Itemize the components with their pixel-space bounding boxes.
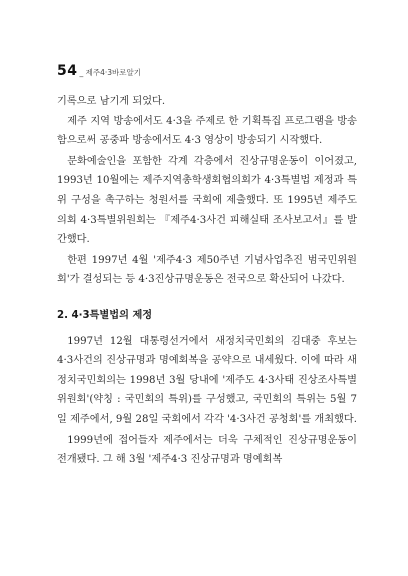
paragraph: 기록으로 남기게 되었다.: [57, 96, 166, 107]
book-title: _ 제주4·3바로알기: [79, 68, 142, 77]
body-text: [57, 92, 357, 470]
paragraph: 1999년에 접어들자 제주에서는 더욱 구체적인 진상규명운동이 전개됐다. 그 해 3월 '제주4·3 진상규명과 명예회복: [57, 434, 357, 466]
paragraph: 1997년 12월 대통령선거에서 새정치국민회의 김대중 후보는 4·3사건의 진상규명과 명예회복을 공약으로 내세웠다. 이에 따라 새정치국민회의는 1998년 3월 당내에 '제주도 4·3사태 진상조사특별위원회'(약칭 : 국민회의 특위)를 구성했고, 국민회의 특위는 5월 7일 제주에서, 9월 28일 국회에서 각각 '4·3사건 공청회'를 개최했다.: [57, 335, 357, 425]
paragraph: 한편 1997년 4월 '제주4·3 제50주년 기념사업추진 범국민위원회'가 결성되는 등 4·3진상규명운동은 전국으로 확산되어 나갔다.: [57, 254, 357, 286]
running-header: [57, 63, 141, 79]
paragraph: 제주 지역 방송에서도 4·3을 주제로 한 기획특집 프로그램을 방송함으로써 공중파 방송에서도 4·3 영상이 방송되기 시작했다.: [57, 115, 357, 147]
section-heading: 2. 4·3특별법의 제정: [57, 309, 153, 321]
paragraph: 문화예술인을 포함한 각계 각층에서 진상규명운동이 이어졌고, 1993년 10월에는 제주지역총학생회협의회가 4·3특별법 제정과 특위 구성을 촉구하는 청원서를 국회에 제출했다. 또 1995년 제주도의회 4·3특별위원회는 『제주4·3사건 피해실태 조사보고서』를 발간했다.: [57, 155, 357, 246]
page-number: 54: [57, 63, 78, 79]
